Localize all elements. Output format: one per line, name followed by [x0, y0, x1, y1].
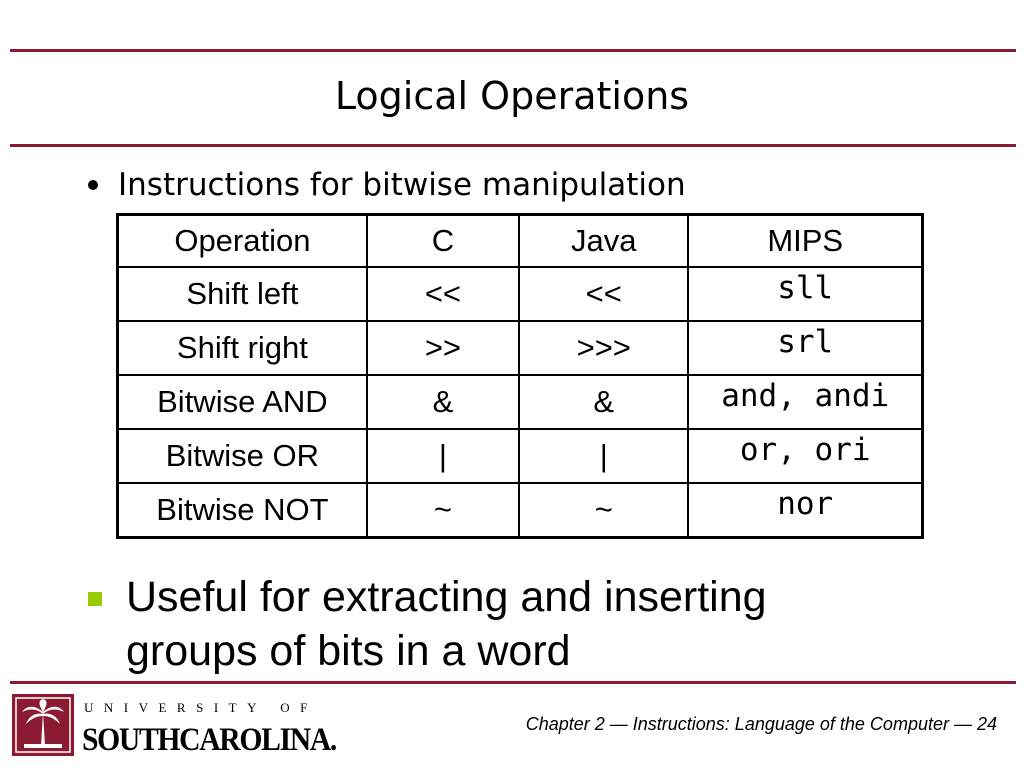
cell-mips: nor [688, 483, 922, 538]
cell-mips: srl [688, 321, 922, 375]
table-row [118, 321, 923, 375]
top-divider [10, 49, 1016, 52]
title-divider [10, 144, 1016, 147]
cell-java: >>> [519, 321, 688, 375]
cell-operation: Shift right [118, 321, 367, 375]
cell-mips: or, ori [688, 429, 922, 483]
cell-c: >> [367, 321, 519, 375]
cell-java: & [519, 375, 688, 429]
cell-c: | [367, 429, 519, 483]
header-operation: Operation [118, 215, 367, 268]
university-logo [10, 690, 340, 760]
cell-operation: Bitwise AND [118, 375, 367, 429]
cell-mips: sll [688, 267, 922, 321]
cell-java: << [519, 267, 688, 321]
logo-line-1: UNIVERSITY OF [84, 700, 318, 715]
operations-table [116, 213, 924, 539]
cell-java: ~ [519, 483, 688, 538]
cell-c: & [367, 375, 519, 429]
cell-operation: Bitwise NOT [118, 483, 367, 538]
cell-mips: and, andi [688, 375, 922, 429]
table-row [118, 375, 923, 429]
footer-divider [10, 681, 1016, 684]
table-row [118, 267, 923, 321]
useful-note-text: Useful for extracting and inserting groups of bits in a word [126, 573, 767, 675]
header-mips: MIPS [688, 215, 922, 268]
cell-java: | [519, 429, 688, 483]
bullet-dot-icon [88, 180, 98, 190]
table-row [118, 429, 923, 483]
logo-line-2: SOUTHCAROLINA. [82, 722, 337, 758]
table-header-row [118, 215, 923, 268]
table-row [118, 483, 923, 538]
cell-operation: Shift left [118, 267, 367, 321]
bullet-text: Instructions for bitwise manipulation [118, 167, 686, 203]
bullet-square-icon [88, 592, 102, 606]
useful-note [88, 570, 828, 678]
header-c: C [367, 215, 519, 268]
cell-c: ~ [367, 483, 519, 538]
cell-c: << [367, 267, 519, 321]
footer-text: Chapter 2 — Instructions: Language of the Computer — 24 [525, 714, 997, 734]
bullet-item [82, 165, 686, 205]
slide-title: Logical Operations [334, 74, 690, 118]
header-java: Java [519, 215, 688, 268]
palmetto-seal-icon [12, 694, 74, 756]
cell-operation: Bitwise OR [118, 429, 367, 483]
